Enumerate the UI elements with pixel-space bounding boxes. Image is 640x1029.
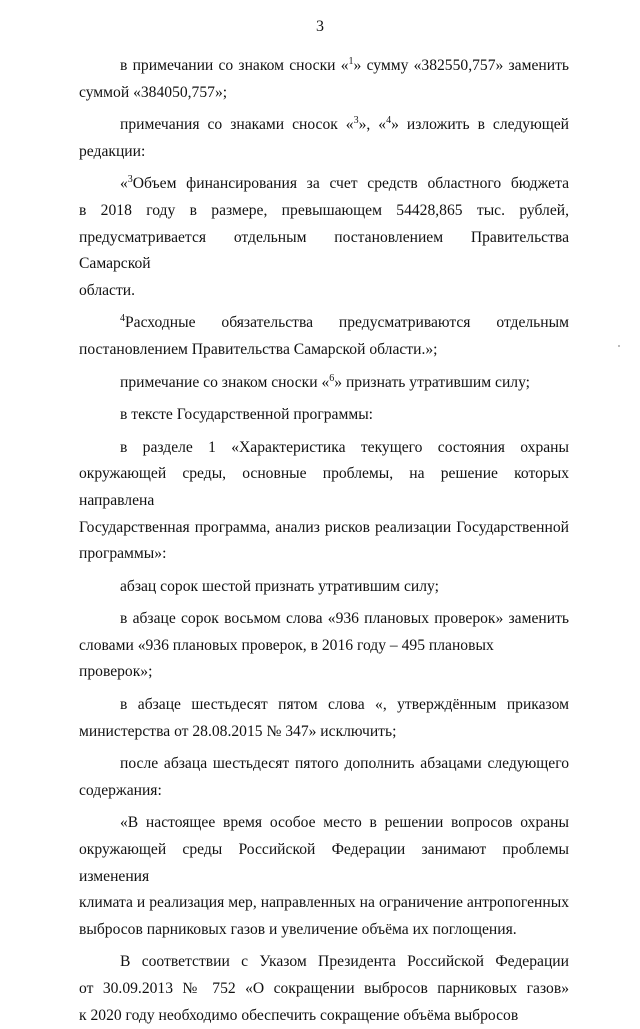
text-run: от 30.09.2013 № 752 «О сокращении выбросов парниковых газов» [79, 980, 569, 997]
text-run: программы»: [79, 545, 167, 563]
text-run: климата и реализация мер, направленных на ограничение антропогенных [79, 894, 569, 912]
text-line [79, 370, 569, 397]
text-run: в 2018 году в размере, превышающем 54428,865 тыс. рублей, [79, 201, 569, 219]
paragraph [79, 310, 569, 363]
footnote-mark: 6 [329, 372, 335, 384]
text-run: » изложить в следующей [391, 116, 570, 134]
text-line [79, 719, 569, 746]
scan-speck [618, 345, 620, 347]
text-line [79, 1003, 569, 1029]
paragraph [79, 402, 569, 429]
text-run: Объем финансирования за счет средств областного бюджета [132, 175, 569, 193]
text-run: в разделе 1 «Характеристика текущего состояния охраны [120, 438, 569, 456]
text-line [79, 778, 569, 805]
text-run: «В настоящее время особое место в решении вопросов охраны [120, 814, 569, 832]
text-run: выбросов парниковых газов и увеличение объёма их поглощения. [79, 920, 517, 938]
text-run: окружающей среды, основные проблемы, на решение которых направлена [79, 465, 569, 509]
text-line [79, 692, 569, 719]
text-run: » признать утратившим силу; [334, 373, 531, 391]
text-run: примечание со знаком сноски « [120, 373, 330, 391]
text-run: редакции: [79, 142, 146, 160]
text-line [79, 435, 569, 462]
text-line [79, 461, 569, 514]
text-line [79, 976, 569, 1003]
text-run: в абзаце шестьдесят пятом слова «, утверждённым приказом [120, 696, 569, 714]
text-line [79, 278, 569, 305]
text-run: к 2020 году необходимо обеспечить сокращение объёма выбросов [79, 1006, 519, 1024]
text-line [79, 80, 569, 107]
text-run: суммой «384050,757»; [79, 83, 228, 101]
text-line [79, 810, 569, 837]
footnote-mark: 1 [348, 55, 354, 67]
paragraph [79, 435, 569, 568]
text-line [79, 890, 569, 917]
text-line [79, 310, 569, 337]
paragraph [79, 112, 569, 165]
document-body [79, 53, 569, 1029]
paragraph [79, 370, 569, 397]
paragraph [79, 810, 569, 943]
text-run: после абзаца шестьдесят пятого дополнить абзацами следующего [120, 755, 569, 773]
paragraph [79, 574, 569, 601]
text-run: « [120, 175, 128, 193]
text-run: Расходные обязательства предусматриваются отдельным [125, 314, 569, 332]
text-run: предусматривается отдельным постановлением Правительства Самарской [79, 228, 569, 273]
footnote-mark: 4 [386, 115, 392, 126]
text-run: абзац сорок шестой признать утратившим силу; [120, 577, 439, 595]
text-line [79, 949, 569, 976]
text-run: постановлением Правительства Самарской области.»; [79, 340, 438, 358]
text-run: области. [79, 281, 136, 299]
text-run: словами «936 плановых проверок, в 2016 году – 495 плановых проверок»; [79, 636, 494, 681]
text-run: в тексте Государственной программы: [120, 406, 374, 424]
text-run: окружающей среды Российской Федерации занимают проблемы изменения [79, 841, 569, 885]
footnote-mark: 3 [127, 174, 133, 186]
text-line [79, 574, 569, 601]
paragraph [79, 53, 569, 106]
text-line [79, 53, 569, 80]
paragraph [79, 171, 569, 304]
text-run: » сумму «382550,757» заменить [353, 57, 569, 74]
text-line [79, 751, 569, 778]
text-run: министерства от 28.08.2015 № 347» исключить; [79, 722, 397, 740]
text-line [79, 139, 569, 166]
text-line [79, 112, 569, 139]
text-run: примечания со знаками сносок « [120, 116, 354, 134]
text-run: содержания: [79, 781, 162, 799]
paragraph [79, 692, 569, 745]
text-line [79, 606, 569, 633]
paragraph [79, 751, 569, 804]
page-number: 3 [316, 18, 324, 35]
text-run: в абзаце сорок восьмом слова «936 плановых проверок» заменить [120, 610, 569, 628]
text-line [79, 837, 569, 890]
text-line [79, 171, 569, 198]
paragraph [79, 606, 569, 686]
text-line [79, 541, 569, 568]
text-run: Государственная программа, анализ рисков реализации Государственной [79, 518, 569, 536]
footnote-mark: 4 [120, 313, 125, 325]
text-line [79, 917, 569, 944]
text-run: В соответствии с Указом Президента Российской Федерации [120, 953, 569, 971]
text-line [79, 402, 569, 429]
text-line [79, 225, 569, 278]
footnote-mark: 3 [353, 115, 359, 126]
text-line [79, 633, 569, 686]
paragraph [79, 949, 569, 1029]
text-line [79, 198, 569, 225]
text-run: в примечании со знаком сноски « [120, 57, 349, 74]
text-run: », « [358, 116, 387, 134]
text-line [79, 337, 569, 364]
text-line [79, 515, 569, 542]
